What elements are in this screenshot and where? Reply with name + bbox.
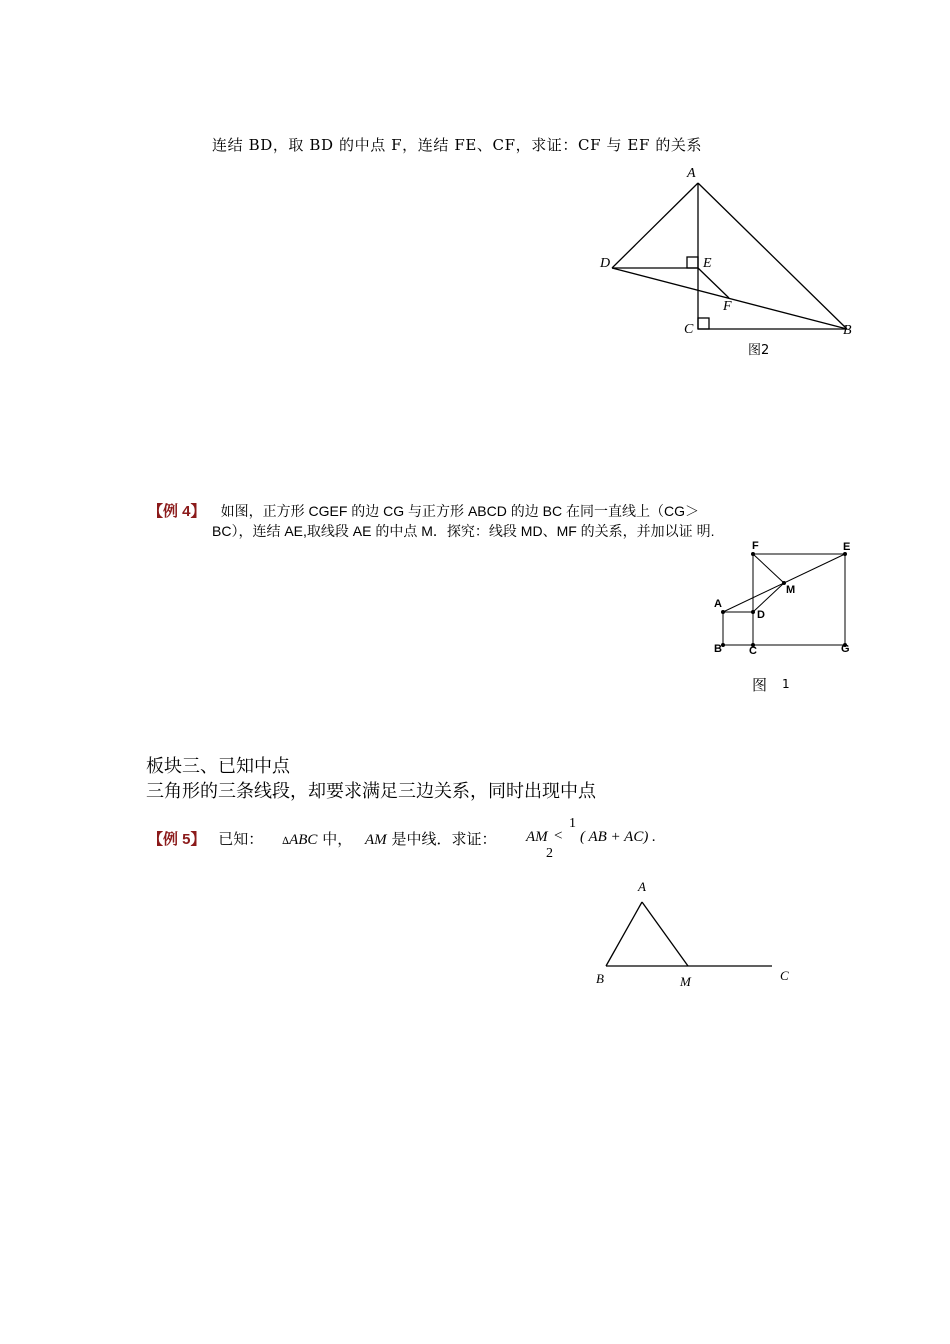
- fig1-label-M: M: [786, 584, 796, 596]
- example5-lhs: AM: [526, 829, 548, 845]
- segment-FM: [753, 554, 784, 583]
- example5-rhs: ( AB + AC) .: [580, 829, 656, 845]
- fig1-label-E: E: [843, 541, 851, 553]
- segment-DM: [753, 583, 784, 612]
- example4-text-line1: 如图，正方形 CGEF 的边 CG 与正方形 ABCD 的边 BC 在同一直线上（CG＞: [220, 503, 699, 519]
- right-angle-C: [698, 318, 709, 329]
- example5-middle: 中，: [322, 830, 353, 848]
- right-angle-E: [687, 257, 698, 268]
- fig2-label-B: B: [843, 323, 852, 338]
- segment-AB: [606, 902, 642, 966]
- segment-EF: [698, 268, 729, 298]
- ex5-label-A: A: [638, 879, 646, 894]
- example4-line2: BC），连结 AE,取线段 AE 的中点 M．探究：线段 MD、MF 的关系，并加以证 明.: [212, 523, 715, 539]
- ex5-label-B: B: [596, 971, 604, 986]
- fig1-label-G: G: [841, 643, 850, 655]
- figure-1: [722, 553, 847, 647]
- square-ABCD: [723, 612, 753, 645]
- fig1-label-C: C: [749, 645, 757, 657]
- example5-triangle: ABC: [289, 832, 318, 848]
- example5-tag: 【例 5】: [148, 831, 206, 848]
- segment-AB: [698, 183, 847, 329]
- fig1-label-A: A: [714, 598, 722, 610]
- example5-triangle-symbol: ∆: [282, 836, 290, 847]
- example5-known: 已知：: [218, 830, 264, 848]
- problem-text: 连结 BD，取 BD 的中点 F，连结 FE、CF，求证：CF 与 EF 的关系: [212, 136, 703, 154]
- figure-ex5: [606, 902, 772, 966]
- segment-AD: [612, 183, 698, 268]
- ex5-label-C: C: [780, 968, 789, 983]
- example5-line: [148, 828, 496, 849]
- fig2-caption: 图2: [748, 343, 770, 358]
- fig2-label-C: C: [684, 322, 694, 337]
- fig2-label-A: A: [687, 166, 696, 181]
- fig1-label-D: D: [757, 609, 765, 621]
- segment-AM: [642, 902, 688, 966]
- fig1-caption-char: 图: [752, 676, 768, 694]
- fig2-label-F: F: [723, 299, 732, 314]
- example4-tag: 【例 4】: [148, 503, 206, 520]
- section3-title: 板块三、已知中点: [146, 756, 290, 777]
- ex5-label-M: M: [680, 974, 691, 989]
- fig1-label-F: F: [752, 540, 759, 552]
- fig2-label-E: E: [703, 256, 712, 271]
- section3-subtitle: 三角形的三条线段，却要求满足三边关系，同时出现中点: [146, 781, 596, 802]
- fig1-caption-num: 1: [782, 677, 790, 691]
- example4-line1: [148, 500, 699, 521]
- fig1-label-B: B: [714, 643, 722, 655]
- example5-am: AM: [365, 832, 387, 848]
- fig2-label-D: D: [600, 256, 611, 271]
- example5-lt: <: [554, 828, 563, 844]
- example5-is-median: 是中线．求证：: [391, 830, 497, 848]
- example5-numerator: 1: [569, 816, 576, 831]
- example5-denominator: 2: [546, 846, 553, 861]
